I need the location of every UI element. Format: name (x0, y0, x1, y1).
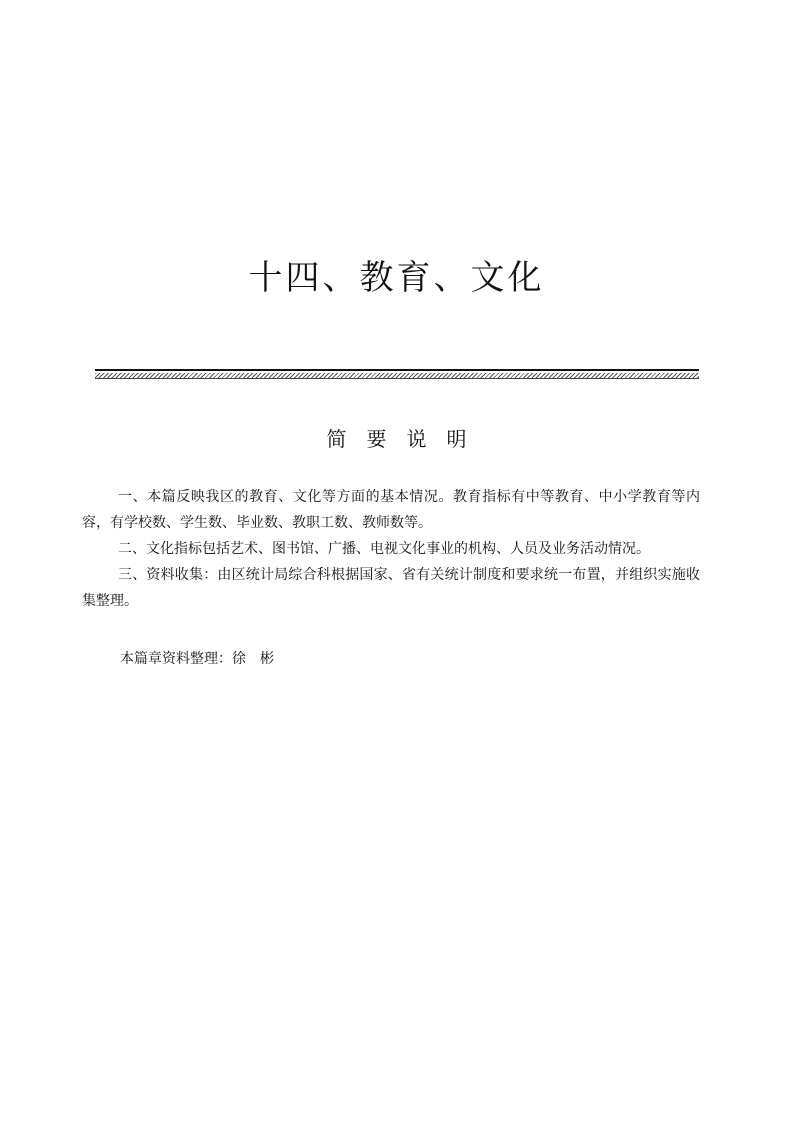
paragraph-2: 二、文化指标包括艺术、图书馆、广播、电视文化事业的机构、人员及业务活动情况。 (118, 541, 650, 557)
chapter-title: 十四、教育、文化 (248, 258, 545, 298)
compiler-credit: 本篇章资料整理：徐 彬 (120, 651, 274, 667)
paragraph-3: 三、资料收集：由区统计局综合科根据国家、省有关统计制度和要求统一布置，并组织实施收集整理。 (82, 567, 700, 609)
paragraph-1: 一、本篇反映我区的教育、文化等方面的基本情况。教育指标有中等教育、中小学教育等内容，有学校数、学生数、毕业数、教职工数、教师数等。 (82, 489, 700, 531)
title-divider-hatched (95, 373, 699, 379)
section-title: 简要说明 (326, 427, 487, 451)
explanation-body (82, 484, 700, 614)
title-divider-solid (95, 369, 699, 371)
